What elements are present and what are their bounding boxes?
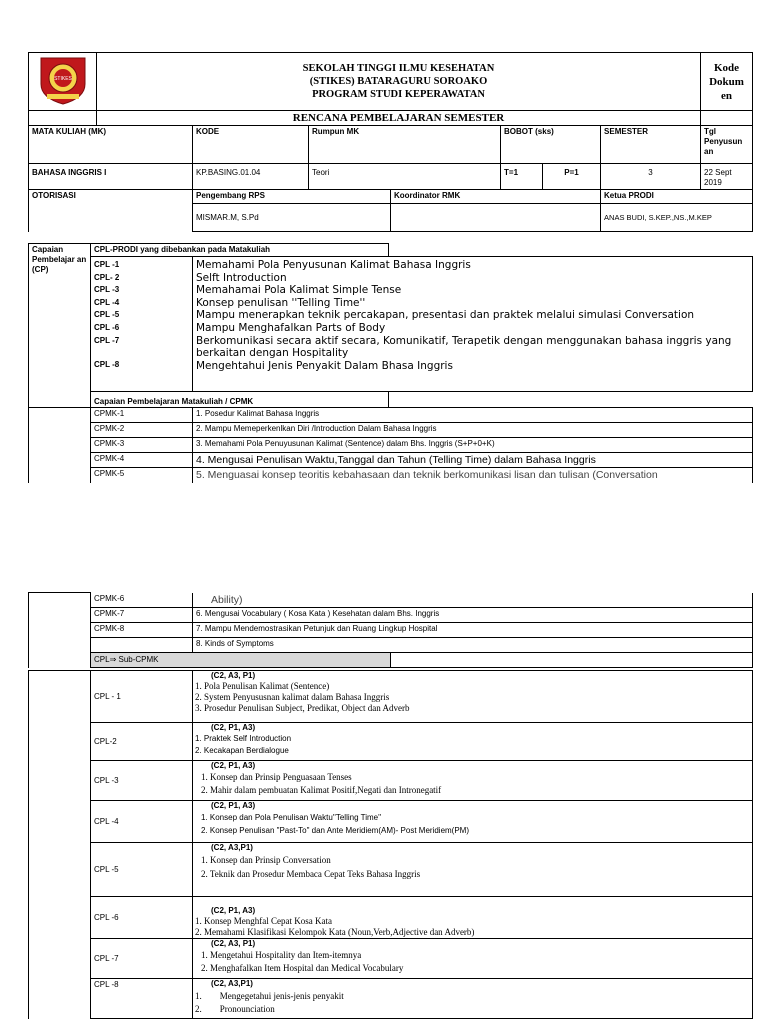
sub-level: (C2, P1, A3) xyxy=(211,906,256,915)
cp-table-page1 xyxy=(28,243,753,408)
sub-level: (C2, A3,P1) xyxy=(211,979,253,988)
sub-item: 1. Konsep Menghfal Cepat Kosa Kata xyxy=(195,916,332,926)
course-rumpun: Teori xyxy=(309,164,501,190)
bobot-label: BOBOT (sks) xyxy=(501,126,601,164)
koordinator-name xyxy=(391,204,601,232)
cpl-codes xyxy=(91,257,193,392)
cpmk-header: Capaian Pembelajaran Matakuliah / CPMK xyxy=(91,392,389,408)
sub-item: 2. Pronounciation xyxy=(195,1004,275,1014)
cpmk-text: 8. Kinds of Symptoms xyxy=(193,638,753,653)
sub-item: 2. Mahir dalam pembuatan Kalimat Positif,Negati dan Intronegatif xyxy=(201,785,442,795)
course-info-table xyxy=(28,125,753,232)
sub-cpl-code: CPL -4 xyxy=(91,801,193,843)
sub-level: (C2, A3, P1) xyxy=(211,671,256,680)
cpl-code: CPL -3 xyxy=(94,285,120,295)
course-p: P=1 xyxy=(543,164,601,190)
cpl-text: Berkomunikasi secara aktif secara, Komunikatif, Terapetik dengan menggunakan bahasa inggris yang berkaitan dengan Hospitality xyxy=(196,334,732,360)
sub-item: 1. Konsep dan Prinsip Conversation xyxy=(201,855,331,865)
cpmk-code: CPMK-3 xyxy=(91,438,193,453)
cpl-code: CPL -4 xyxy=(94,297,120,307)
semester-label: SEMESTER xyxy=(601,126,701,164)
sub-item: 1. Mengetahui Hospitality dan Item-itemnya xyxy=(201,950,362,960)
sub-cpmk-header: CPL⇒ Sub-CPMK xyxy=(91,653,391,667)
sub-cpmk-table xyxy=(28,670,753,1019)
cpmk-text: 7. Mampu Mendemostrasikan Petunjuk dan Ruang Lingkup Hospital xyxy=(193,623,753,638)
cpl-header: CPL-PRODI yang dibebankan pada Matakuliah xyxy=(91,244,389,257)
sub-cpl-content xyxy=(193,897,753,939)
cpl-code: CPL -6 xyxy=(94,322,120,332)
sub-item: 1. Praktek Self Introduction xyxy=(195,734,292,743)
cpl-text: Memahamai Pola Kalimat Simple Tense xyxy=(196,284,402,297)
sub-cpl-code: CPL -3 xyxy=(91,761,193,801)
page-2 xyxy=(0,590,768,1024)
sub-item: 1. Mengegetahui jenis-jenis penyakit xyxy=(195,991,344,1001)
pengembang-name: MISMAR.M, S.Pd xyxy=(193,204,391,232)
sub-item: 2. Memahami Klasifikasi Kelompok Kata (Noun,Verb,Adjective dan Adverb) xyxy=(195,927,475,937)
cpl-descriptions xyxy=(193,257,753,392)
sub-cpl-content xyxy=(193,843,753,897)
cpl-text: Selft Introduction xyxy=(196,271,287,284)
sub-item: 3. Prosedur Penulisan Subject, Predikat, Object dan Adverb xyxy=(195,703,410,713)
cpmk-text: 1. Posedur Kalimat Bahasa Inggris xyxy=(193,408,753,423)
sub-item: 1. Konsep dan Pola Penulisan Waktu''Telling Time'' xyxy=(201,813,382,822)
sub-cpl-content xyxy=(193,761,753,801)
sub-item: 1. Konsep dan Prinsip Penguasaan Tenses xyxy=(201,772,352,782)
cpl-code: CPL -5 xyxy=(94,310,120,320)
sub-cpl-content xyxy=(193,939,753,979)
cpmk-code: CPMK-1 xyxy=(91,408,193,423)
sub-item: 2. Menghafalkan Item Hospital dan Medical Vocabulary xyxy=(201,963,404,973)
doc-title: RENCANA PEMBELAJARAN SEMESTER xyxy=(97,111,701,126)
course-t: T=1 xyxy=(501,164,543,190)
course-name: BAHASA INGGRIS I xyxy=(29,164,193,190)
cpmk-code: CPMK-6 xyxy=(91,593,193,608)
institution-line: PROGRAM STUDI KEPERAWATAN xyxy=(312,89,485,100)
mk-label: MATA KULIAH (MK) xyxy=(29,126,193,164)
kode-label: KODE xyxy=(193,126,309,164)
page-1 xyxy=(0,0,768,490)
cpl-text: Konsep penulisan ''Telling Time'' xyxy=(196,296,366,309)
cpmk-text: 2. Mampu Memeperkenlkan Diri /Introduction Dalam Bahasa Inggris xyxy=(193,423,753,438)
doc-code-label: Kode Dokum en xyxy=(701,53,753,111)
sub-item: 2. System Penyususnan kalimat dalam Bahasa Inggris xyxy=(195,692,390,702)
cpmk-text: 4. Mengusai Penulisan Waktu,Tanggal dan Tahun (Telling Time) dalam Bahasa Inggris xyxy=(193,453,753,468)
sub-item: 2. Kecakapan Berdialogue xyxy=(195,746,289,755)
cpmk-text: 3. Memahami Pola Penuyusunan Kalimat (Sentence) dalam Bhs. Inggris (S+P+0+K) xyxy=(193,438,753,453)
cpl-code: CPL- 2 xyxy=(94,272,120,282)
sub-cpl-code: CPL -5 xyxy=(91,843,193,897)
cpl-text: Mampu Menghafalkan Parts of Body xyxy=(196,321,386,334)
sub-cpmk-header-row xyxy=(91,653,753,668)
otorisasi-label: OTORISASI xyxy=(29,190,193,232)
sub-cpl-content xyxy=(193,671,753,723)
logo-cell xyxy=(29,53,97,111)
course-semester: 3 xyxy=(601,164,701,190)
tgl-label: Tgl Penyusun an xyxy=(701,126,753,164)
sub-cpl-content xyxy=(193,979,753,1019)
cpmk-code: CPMK-8 xyxy=(91,623,193,638)
sub-cpl-code: CPL -6 xyxy=(91,897,193,939)
sub-cpl-content xyxy=(193,723,753,761)
sub-cpl-code: CPL-2 xyxy=(91,723,193,761)
institution-name xyxy=(97,53,701,111)
cpl-code: CPL -8 xyxy=(94,360,120,370)
cpmk-code: CPMK-2 xyxy=(91,423,193,438)
sub-level: (C2, P1, A3) xyxy=(211,723,256,732)
cpl-text: Mampu menerapkan teknik percakapan, presentasi dan praktek melalui simulasi Conversation xyxy=(196,309,695,322)
cpmk-text: 6. Mengusai Vocabulary ( Kosa Kata ) Kesehatan dalam Bhs. Inggris xyxy=(193,608,753,623)
cpl-code: CPL -7 xyxy=(94,335,120,345)
ketua-label: Ketua PRODI xyxy=(601,190,753,204)
cpl-text: Mengehtahui Jenis Penyakit Dalam Bhasa Inggris xyxy=(196,359,453,372)
cpmk-code: CPMK-7 xyxy=(91,608,193,623)
cpmk-code xyxy=(91,638,193,653)
sub-item: 2. Teknik dan Prosedur Membaca Cepat Teks Bahasa Inggris xyxy=(201,869,421,879)
cpmk-table-page1 xyxy=(28,407,753,483)
sub-level: (C2, A3,P1) xyxy=(211,843,253,852)
cpmk-text: 5. Menguasai konsep teoritis kebahasaan dan teknik berkomunikasi lisan dan tulisan (Conversation xyxy=(193,468,753,483)
institution-line: (STIKES) BATARAGURU SOROAKO xyxy=(309,76,488,87)
ketua-name: ANAS BUDI, S.KEP.,NS.,M.KEP xyxy=(601,204,753,232)
sub-level: (C2, P1, A3) xyxy=(211,761,256,770)
institution-line: SEKOLAH TINGGI ILMU KESEHATAN xyxy=(302,63,495,74)
sub-level: (C2, A3, P1) xyxy=(211,939,256,948)
cpmk-code: CPMK-5 xyxy=(91,468,193,483)
stikes-logo xyxy=(33,54,93,106)
pengembang-label: Pengembang RPS xyxy=(193,190,391,204)
svg-text:STIKES: STIKES xyxy=(53,76,72,82)
koordinator-label: Koordinator RMK xyxy=(391,190,601,204)
cpmk-code: CPMK-4 xyxy=(91,453,193,468)
cpmk-text: Ability) xyxy=(193,593,753,608)
sub-item: 1. Pola Penulisan Kalimat (Sentence) xyxy=(195,681,330,691)
cpl-code: CPL -1 xyxy=(94,260,120,269)
sub-level: (C2, P1, A3) xyxy=(211,801,256,810)
cp-label: Capaian Pembelajar an (CP) xyxy=(29,244,91,408)
sub-cpl-code: CPL -8 xyxy=(91,979,193,1019)
course-date: 22 Sept 2019 xyxy=(701,164,753,190)
document-header xyxy=(28,52,753,126)
rumpun-label: Rumpun MK xyxy=(309,126,501,164)
sub-item: 2. Konsep Penulisan "Past-To" dan Ante Meridiem(AM)- Post Meridiem(PM) xyxy=(201,826,470,835)
sub-cpl-code: CPL -7 xyxy=(91,939,193,979)
course-code: KP.BASING.01.04 xyxy=(193,164,309,190)
sub-cpl-content xyxy=(193,801,753,843)
sub-cpl-code: CPL - 1 xyxy=(91,671,193,723)
cpmk-table-page2 xyxy=(28,592,753,668)
cpl-text: Memahami Pola Penyusunan Kalimat Bahasa Inggris xyxy=(196,259,471,271)
